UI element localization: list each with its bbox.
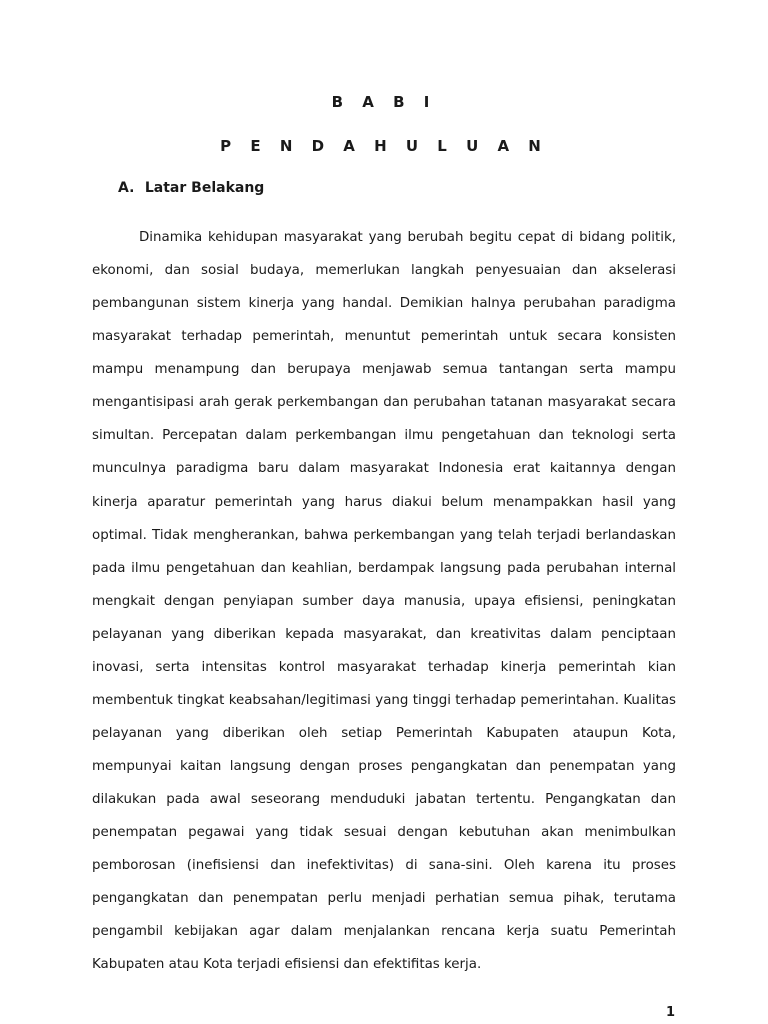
page-number: 1 — [666, 1005, 676, 1020]
body-paragraph: Dinamika kehidupan masyarakat yang berubah begitu cepat di bidang politik, ekonomi, dan sosial budaya, memerlukan langkah penyesuaian dan akselerasi pembangunan sistem kinerja yang handal. Demikian halnya perubahan paradigma masyarakat terhadap pemerintah, menuntut pemerintah untuk secara konsisten mampu menampung dan berupaya menjawab semua tantangan serta mampu mengantisipasi arah gerak perkembangan dan perubahan tatanan masyarakat secara simultan. Percepatan dalam perkembangan ilmu pengetahuan dan teknologi serta munculnya paradigma baru dalam masyarakat Indonesia erat kaitannya dengan kinerja aparatur pemerintah yang harus diakui belum menampakkan hasil yang optimal. Tidak mengherankan, bahwa perkembangan yang telah terjadi berlandaskan pada ilmu pengetahuan dan keahlian, berdampak langsung pada perubahan internal mengkait dengan penyiapan sumber daya manusia, upaya efisiensi, peningkatan pelayanan yang diberikan kepada masyarakat, dan kreativitas dalam penciptaan inovasi, serta intensitas kontrol masyarakat terhadap kinerja pemerintah kian membentuk tingkat keabsahan/legitimasi yang tinggi terhadap pemerintahan. Kualitas pelayanan yang diberikan oleh setiap Pemerintah Kabupaten ataupun Kota, mempunyai kaitan langsung dengan proses pengangkatan dan penempatan yang dilakukan pada awal seseorang menduduki jabatan tertentu. Pengangkatan dan penempatan pegawai yang tidak sesuai dengan kebutuhan akan menimbulkan pemborosan (inefisiensi dan inefektivitas) di sana-sini. Oleh karena itu proses pengangkatan dan penempatan perlu menjadi perhatian semua pihak, terutama pengambil kebijakan agar dalam menjalankan rencana kerja suatu Pemerintah Kabupaten atau Kota terjadi efisiensi dan efektifitas kerja. — [92, 230, 676, 973]
chapter-number: B A B I — [331, 93, 437, 111]
section-label: A. — [118, 180, 135, 196]
chapter-title: P E N D A H U L U A N — [220, 137, 548, 155]
section-heading — [118, 180, 264, 196]
section-title: Latar Belakang — [144, 180, 265, 196]
